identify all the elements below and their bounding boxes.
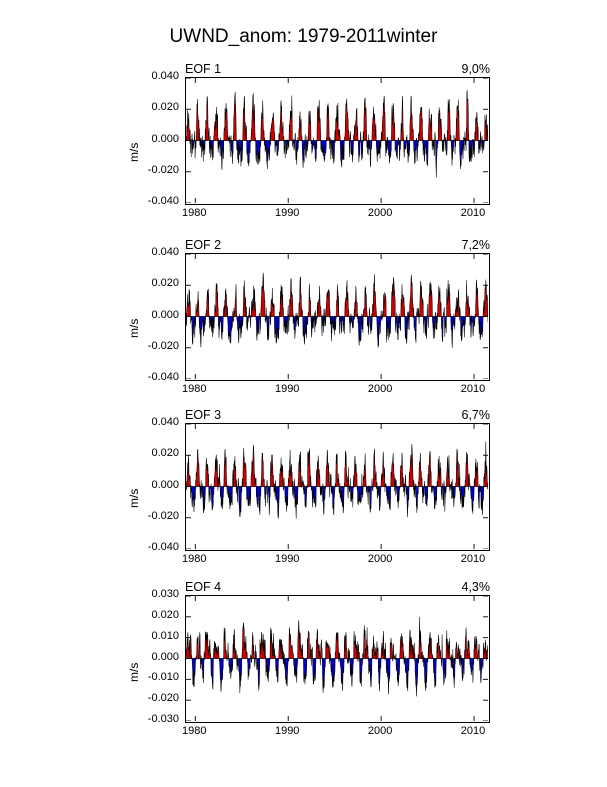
- y-tick-label: 0.040: [151, 70, 179, 82]
- x-tick-label: 2000: [367, 553, 393, 565]
- y-tick-label: 0.000: [151, 650, 179, 663]
- y-tick-label: -0.020: [147, 339, 179, 352]
- y-tick-label: -0.030: [147, 713, 179, 725]
- y-axis-label-eof1: m/s: [127, 142, 141, 162]
- variance-label-eof1: 9,0%: [461, 62, 490, 76]
- panel-label-eof1: EOF 1: [185, 62, 222, 76]
- y-tick-label: 0.000: [151, 478, 179, 491]
- y-axis-label-eof2: m/s: [127, 318, 141, 338]
- y-axis-label-eof3: m/s: [127, 488, 141, 508]
- y-tick-label: -0.020: [147, 163, 179, 176]
- x-tick-label: 2000: [367, 207, 393, 219]
- x-tick-label: 2010: [460, 207, 486, 219]
- y-tick-label: -0.010: [147, 671, 179, 684]
- plot-area-eof4[interactable]: [185, 595, 490, 723]
- variance-label-eof4: 4,3%: [461, 580, 490, 594]
- page-title: UWND_anom: 1979-2011winter: [169, 26, 438, 47]
- plot-area-eof3[interactable]: [185, 423, 490, 551]
- x-tick-label: 2010: [460, 553, 486, 565]
- x-tick-label: 1980: [182, 553, 207, 565]
- y-tick-label: 0.000: [151, 308, 179, 321]
- x-tick-label: 1980: [182, 207, 207, 219]
- y-tick-label: 0.010: [151, 629, 179, 642]
- y-axis-label-eof4: m/s: [127, 662, 141, 682]
- x-tick-label: 1980: [182, 725, 207, 737]
- y-tick-label: -0.040: [147, 541, 179, 553]
- y-tick-label: -0.040: [147, 371, 179, 383]
- y-tick-label: 0.040: [151, 416, 179, 428]
- y-tick-label: 0.020: [151, 608, 179, 621]
- y-tick-label: 0.020: [151, 277, 179, 290]
- y-tick-label: 0.020: [151, 447, 179, 460]
- plot-area-eof1[interactable]: [185, 77, 490, 205]
- x-tick-label: 1990: [274, 207, 300, 219]
- y-tick-label: -0.040: [147, 195, 179, 207]
- y-tick-label: 0.020: [151, 101, 179, 114]
- panel-label-eof2: EOF 2: [185, 238, 222, 252]
- variance-label-eof3: 6,7%: [461, 408, 490, 422]
- y-tick-label: 0.030: [151, 588, 179, 600]
- x-tick-label: 1990: [274, 725, 300, 737]
- plot-area-eof2[interactable]: [185, 253, 490, 381]
- panel-label-eof4: EOF 4: [185, 580, 222, 594]
- x-tick-label: 2000: [367, 383, 393, 395]
- x-tick-label: 1990: [274, 553, 300, 565]
- y-tick-label: 0.040: [151, 246, 179, 258]
- x-tick-label: 1990: [274, 383, 300, 395]
- variance-label-eof2: 7,2%: [461, 238, 490, 252]
- x-tick-label: 2010: [460, 383, 486, 395]
- panel-label-eof3: EOF 3: [185, 408, 222, 422]
- x-tick-label: 2010: [460, 725, 486, 737]
- y-tick-label: -0.020: [147, 692, 179, 705]
- y-tick-label: -0.020: [147, 509, 179, 522]
- y-tick-label: 0.000: [151, 132, 179, 145]
- x-tick-label: 1980: [182, 383, 207, 395]
- x-tick-label: 2000: [367, 725, 393, 737]
